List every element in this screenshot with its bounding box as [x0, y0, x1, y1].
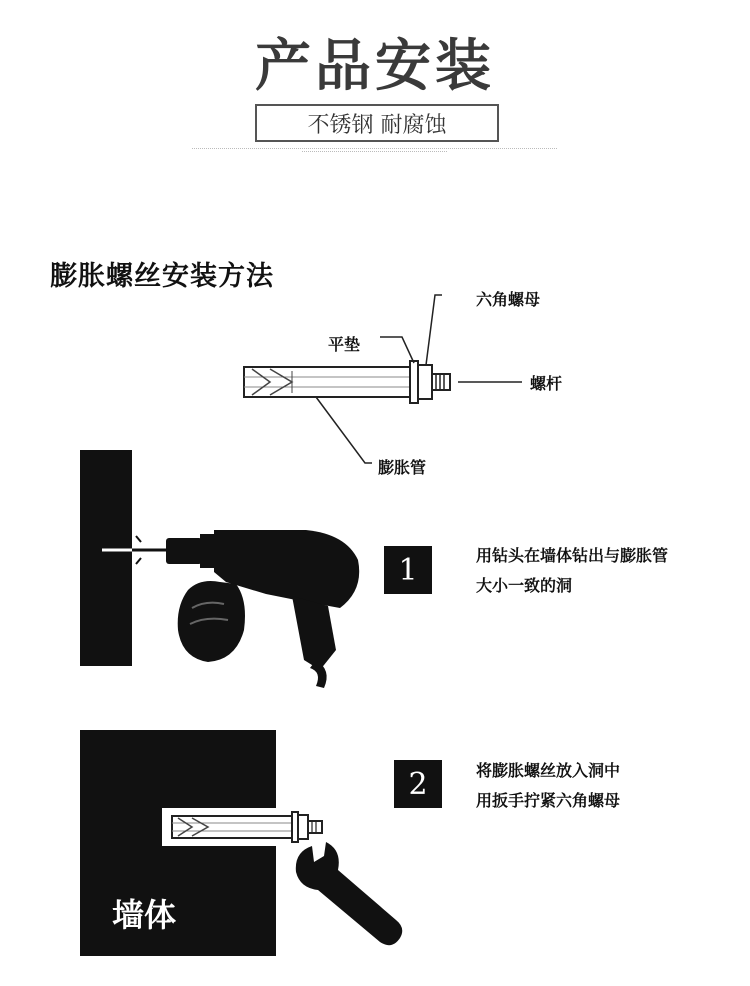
drill-illustration [96, 520, 396, 700]
step-1-line-2: 大小一致的洞 [476, 576, 573, 595]
wall-label: 墙体 [112, 896, 177, 934]
step-1-number: 1 [398, 552, 418, 588]
expansion-bolt-diagram [230, 285, 563, 475]
subtitle-text: 不锈钢 耐腐蚀 [307, 112, 447, 138]
sleeve-leader [316, 397, 372, 463]
label-washer: 平垫 [328, 335, 361, 354]
step-1-badge [384, 546, 432, 594]
step-2-line-2: 用扳手拧紧六角螺母 [476, 791, 621, 810]
bolt-thread-shape [432, 374, 450, 390]
step-1-description [476, 541, 668, 601]
page-title: 产品安装 [255, 34, 495, 99]
step-2-badge [394, 760, 442, 808]
sleeve-shape [244, 367, 410, 397]
step-1-line-1: 用钻头在墙体钻出与膨胀管 [476, 546, 669, 565]
washer-leader [380, 337, 414, 363]
label-sleeve: 膨胀管 [378, 458, 427, 477]
step-2-number: 2 [408, 766, 428, 802]
decorative-divider [192, 147, 558, 153]
step-2-description [476, 756, 620, 816]
hex-nut-leader [426, 295, 442, 365]
step-2-line-1: 将膨胀螺丝放入洞中 [476, 761, 621, 780]
subtitle-box [255, 104, 499, 142]
label-hex-nut: 六角螺母 [476, 290, 541, 309]
hex-nut-shape [418, 365, 432, 399]
wrench-illustration [290, 838, 420, 950]
washer-shape [410, 361, 418, 403]
section-title: 膨胀螺丝安装方法 [50, 261, 274, 292]
label-bolt: 螺杆 [530, 374, 563, 393]
